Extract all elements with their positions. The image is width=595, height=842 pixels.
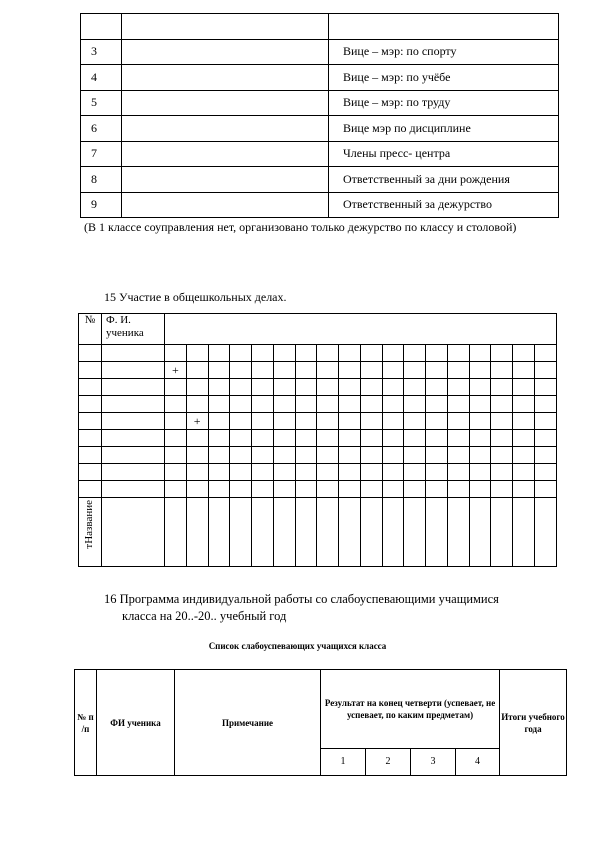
events-cell: [230, 430, 252, 447]
events-row: [79, 379, 557, 396]
events-cell: [535, 481, 557, 498]
section-16-line1: 16 Программа индивидуальной работы со слабоуспевающими учащимися: [104, 592, 499, 606]
events-cell: [513, 430, 535, 447]
events-cell: [273, 464, 295, 481]
events-cell: [491, 430, 513, 447]
events-cell: [102, 481, 165, 498]
events-cell: [186, 345, 208, 362]
events-cell: [102, 430, 165, 447]
events-cell: [295, 396, 317, 413]
events-cell: [102, 362, 165, 379]
events-cell: [317, 447, 339, 464]
events-cell: [252, 396, 274, 413]
roles-cell-name: [122, 65, 329, 91]
events-cell: [165, 464, 187, 481]
events-cell: [230, 464, 252, 481]
events-cell: [447, 498, 469, 567]
events-cell: [273, 345, 295, 362]
events-cell: [295, 379, 317, 396]
events-cell: [252, 413, 274, 430]
events-cell: [513, 413, 535, 430]
events-cell: [404, 498, 426, 567]
events-cell: [513, 447, 535, 464]
events-cell: [295, 481, 317, 498]
events-cell: [252, 345, 274, 362]
events-cell: [426, 481, 448, 498]
events-cell: [165, 396, 187, 413]
events-cell: [295, 345, 317, 362]
events-vertical-label: тНазвание: [83, 500, 95, 549]
events-header-span: [165, 314, 557, 345]
events-cell: [382, 481, 404, 498]
events-cell: [513, 379, 535, 396]
weak-students-table: [74, 669, 567, 776]
events-cell: [79, 413, 102, 430]
roles-cell-name: [122, 116, 329, 142]
events-cell: [208, 362, 230, 379]
events-cell: [469, 498, 491, 567]
events-cell: [382, 447, 404, 464]
events-cell: [165, 481, 187, 498]
events-cell: [469, 481, 491, 498]
roles-row: [81, 167, 559, 193]
events-cell: [426, 447, 448, 464]
events-cell: [469, 379, 491, 396]
events-cell: [404, 362, 426, 379]
quarter-3: 3: [411, 749, 456, 776]
roles-cell-num: 5: [81, 90, 122, 116]
events-cell: [404, 447, 426, 464]
roles-cell-num: 3: [81, 39, 122, 65]
events-cell: [382, 345, 404, 362]
events-cell: [230, 447, 252, 464]
events-cell: [186, 430, 208, 447]
col-number-header: № п /п: [75, 670, 97, 776]
events-cell: [208, 413, 230, 430]
events-cell: [252, 430, 274, 447]
events-cell: [252, 379, 274, 396]
events-cell: [186, 396, 208, 413]
events-cell: [426, 498, 448, 567]
events-row: [79, 314, 557, 345]
events-cell: [165, 413, 187, 430]
events-cell: [317, 464, 339, 481]
events-cell: [513, 396, 535, 413]
col-total-header: Итоги учебного года: [500, 670, 567, 776]
events-cell: [295, 413, 317, 430]
events-cell: [513, 481, 535, 498]
events-cell: [165, 379, 187, 396]
events-cell: [186, 362, 208, 379]
events-col-number-header: №: [79, 314, 102, 345]
events-cell: [535, 345, 557, 362]
events-cell: [360, 498, 382, 567]
roles-row: [81, 141, 559, 167]
events-cell: [295, 430, 317, 447]
events-cell: [382, 396, 404, 413]
events-cell: [535, 413, 557, 430]
school-events-table-body: [79, 314, 557, 567]
events-cell: [230, 481, 252, 498]
events-cell: [79, 464, 102, 481]
events-cell: [382, 430, 404, 447]
events-cell: [491, 396, 513, 413]
events-cell: [382, 498, 404, 567]
roles-row: [81, 192, 559, 218]
events-cell: [360, 396, 382, 413]
events-cell: [230, 345, 252, 362]
events-cell: [535, 430, 557, 447]
events-cell: [447, 345, 469, 362]
roles-cell-role: Вице – мэр: по спорту: [329, 39, 559, 65]
events-cell: [513, 345, 535, 362]
events-cell: [447, 379, 469, 396]
events-cell: [447, 481, 469, 498]
events-cell: [535, 464, 557, 481]
events-cell: [469, 447, 491, 464]
events-cell: [102, 345, 165, 362]
events-cell: [317, 379, 339, 396]
events-cell: [295, 447, 317, 464]
col-name-header: ФИ ученика: [97, 670, 175, 776]
events-cell: [317, 430, 339, 447]
events-cell: [252, 498, 274, 567]
events-cell: [360, 430, 382, 447]
quarter-1: 1: [321, 749, 366, 776]
roles-cell-role: Члены пресс- центра: [329, 141, 559, 167]
roles-cell-role: Ответственный за дежурство: [329, 192, 559, 218]
events-cell: [360, 362, 382, 379]
events-cell: [535, 498, 557, 567]
roles-cell-name: [122, 39, 329, 65]
events-cell: [273, 430, 295, 447]
roles-cell-role: Вице мэр по дисциплине: [329, 116, 559, 142]
events-cell: [79, 481, 102, 498]
events-cell: [339, 379, 361, 396]
events-cell: [252, 447, 274, 464]
events-cell: [230, 379, 252, 396]
events-cell: [339, 481, 361, 498]
roles-cell-num: 7: [81, 141, 122, 167]
col-result-header: Результат на конец четверти (успевает, не успевает, по каким предметам): [321, 670, 500, 749]
section-16-line2: класса на 20..-20.. учебный год: [122, 609, 287, 623]
events-cell: [186, 498, 208, 567]
roles-cell-role: Ответственный за дни рождения: [329, 167, 559, 193]
events-cell: [79, 345, 102, 362]
events-cell: [252, 362, 274, 379]
events-cell: [491, 413, 513, 430]
events-cell: [447, 413, 469, 430]
events-cell: [102, 379, 165, 396]
events-cell: [339, 413, 361, 430]
events-cell: [79, 379, 102, 396]
events-cell: [426, 379, 448, 396]
events-cell: [426, 464, 448, 481]
events-cell: [186, 481, 208, 498]
events-row: [79, 447, 557, 464]
events-cell: [426, 345, 448, 362]
events-cell: [469, 413, 491, 430]
events-row: [79, 430, 557, 447]
roles-cell-num: [81, 14, 122, 40]
events-cell: [208, 481, 230, 498]
events-cell: [469, 464, 491, 481]
events-cell: [339, 498, 361, 567]
events-cell: [295, 498, 317, 567]
events-cell: [491, 362, 513, 379]
events-cell: [404, 396, 426, 413]
events-cell: [295, 464, 317, 481]
events-cell: [339, 345, 361, 362]
events-cell: [186, 379, 208, 396]
events-row: [79, 345, 557, 362]
roles-table-body: [81, 14, 559, 218]
events-cell: [382, 464, 404, 481]
events-cell: [102, 396, 165, 413]
events-cell: [208, 345, 230, 362]
events-cell: [339, 447, 361, 464]
events-cell: [360, 413, 382, 430]
events-cell: [491, 379, 513, 396]
events-row: [79, 464, 557, 481]
roles-row: [81, 90, 559, 116]
events-cell: [469, 430, 491, 447]
events-cell: [513, 498, 535, 567]
events-cell: [317, 481, 339, 498]
section-16-title: [104, 591, 564, 625]
events-cell: [491, 498, 513, 567]
events-cell: [404, 464, 426, 481]
events-cell: [317, 345, 339, 362]
events-cell: [360, 345, 382, 362]
events-cell: [491, 345, 513, 362]
events-cell: [230, 413, 252, 430]
events-cell: [339, 464, 361, 481]
events-cell: [513, 362, 535, 379]
roles-cell-name: [122, 141, 329, 167]
roles-row: [81, 39, 559, 65]
events-cell: [447, 362, 469, 379]
events-row: [79, 413, 557, 430]
events-cell: [273, 396, 295, 413]
events-cell: [208, 498, 230, 567]
events-cell: [208, 430, 230, 447]
events-cell: [404, 430, 426, 447]
events-cell: [426, 362, 448, 379]
events-cell: [102, 413, 165, 430]
roles-table: [80, 13, 559, 218]
events-row: [79, 498, 557, 567]
roles-cell-role: Вице – мэр: по труду: [329, 90, 559, 116]
events-cell: [513, 464, 535, 481]
events-cell: [79, 396, 102, 413]
roles-cell-role: Вице – мэр: по учёбе: [329, 65, 559, 91]
events-cell: [79, 430, 102, 447]
events-cell: [339, 396, 361, 413]
events-cell: [447, 430, 469, 447]
events-cell: [273, 413, 295, 430]
events-cell: [273, 362, 295, 379]
roles-cell-name: [122, 192, 329, 218]
events-cell: [404, 481, 426, 498]
events-cell: [252, 464, 274, 481]
events-cell: [102, 464, 165, 481]
quarter-4: 4: [456, 749, 500, 776]
events-cell: [382, 362, 404, 379]
events-cell: [535, 396, 557, 413]
events-cell: [252, 481, 274, 498]
events-cell: [535, 362, 557, 379]
events-cell: [165, 447, 187, 464]
events-row: [79, 396, 557, 413]
events-cell: [360, 464, 382, 481]
col-note-header: Примечание: [175, 670, 321, 776]
events-cell: [426, 430, 448, 447]
events-cell: [491, 464, 513, 481]
quarter-2: 2: [366, 749, 411, 776]
roles-cell-num: 8: [81, 167, 122, 193]
events-cell: [382, 379, 404, 396]
roles-cell-role: [329, 14, 559, 40]
events-cell: [208, 396, 230, 413]
events-cell: [360, 481, 382, 498]
events-cell: [102, 498, 165, 567]
events-cell: [273, 379, 295, 396]
events-cell: [426, 413, 448, 430]
events-cell: [273, 447, 295, 464]
events-cell: [208, 447, 230, 464]
events-col-name-header: Ф. И. ученика: [102, 314, 165, 345]
roles-row: [81, 116, 559, 142]
events-cell: [79, 447, 102, 464]
events-cell: [469, 345, 491, 362]
events-cell: [535, 379, 557, 396]
roles-cell-num: 9: [81, 192, 122, 218]
events-cell: [447, 396, 469, 413]
events-cell: [295, 362, 317, 379]
events-cell: [317, 498, 339, 567]
events-cell: [186, 447, 208, 464]
events-cell: [186, 464, 208, 481]
events-cell: [426, 396, 448, 413]
events-cell: [360, 379, 382, 396]
events-cell: [165, 498, 187, 567]
events-cell: [469, 396, 491, 413]
events-plus-mark: +: [186, 413, 208, 430]
events-cell: [404, 379, 426, 396]
events-cell: [317, 413, 339, 430]
roles-row: [81, 65, 559, 91]
roles-cell-name: [122, 90, 329, 116]
events-cell: [102, 447, 165, 464]
events-cell: [469, 362, 491, 379]
events-cell: [208, 464, 230, 481]
events-cell: [535, 447, 557, 464]
events-cell: [79, 498, 102, 567]
events-cell: [447, 447, 469, 464]
events-cell: [208, 379, 230, 396]
events-cell: [404, 345, 426, 362]
events-cell: [317, 396, 339, 413]
roles-cell-name: [122, 14, 329, 40]
events-cell: [404, 413, 426, 430]
events-cell: [382, 413, 404, 430]
events-cell: [165, 430, 187, 447]
events-cell: [230, 362, 252, 379]
school-events-table: [78, 313, 557, 567]
events-cell: [273, 498, 295, 567]
roles-cell-num: 6: [81, 116, 122, 142]
events-plus-mark: +: [165, 362, 187, 379]
weak-students-caption: Список слабоуспевающих учащихся класса: [208, 641, 387, 651]
events-cell: [230, 396, 252, 413]
section-15-title: 15 Участие в общешкольных делах.: [104, 290, 287, 304]
events-cell: [491, 481, 513, 498]
roles-row: [81, 14, 559, 40]
events-row: [79, 481, 557, 498]
events-cell: [165, 345, 187, 362]
events-cell: [360, 447, 382, 464]
events-cell: [447, 464, 469, 481]
events-cell: [273, 481, 295, 498]
events-row: [79, 362, 557, 379]
note-text: (В 1 классе соуправления нет, организовано только дежурство по классу и столовой): [84, 220, 517, 234]
events-cell: [79, 362, 102, 379]
events-cell: [491, 447, 513, 464]
events-cell: [317, 362, 339, 379]
roles-cell-name: [122, 167, 329, 193]
events-cell: [339, 362, 361, 379]
events-cell: [230, 498, 252, 567]
roles-cell-num: 4: [81, 65, 122, 91]
events-cell: [339, 430, 361, 447]
